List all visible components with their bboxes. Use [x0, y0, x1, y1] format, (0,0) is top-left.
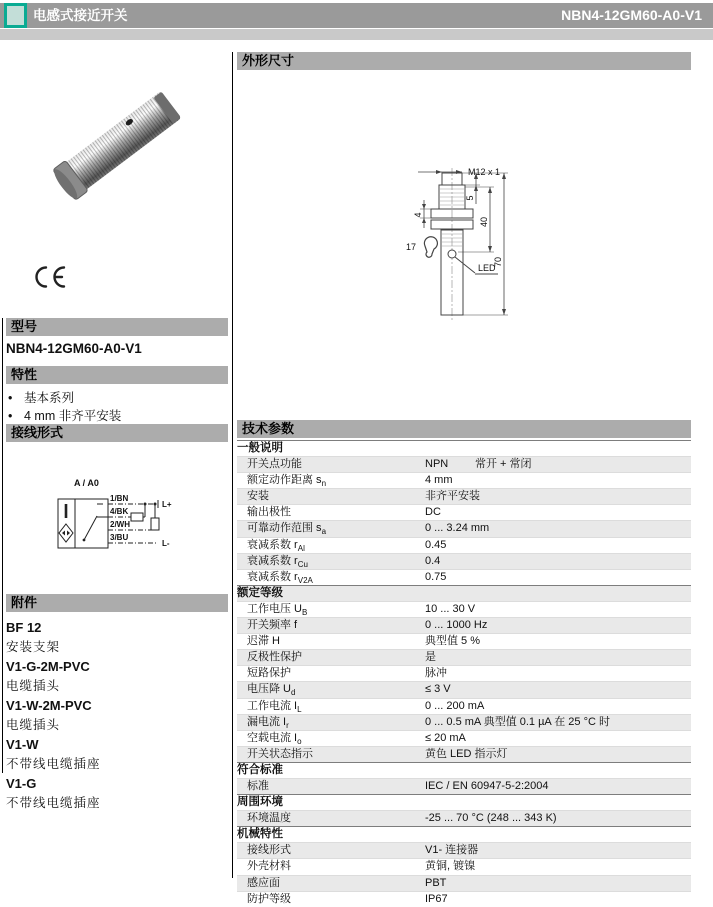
spec-label: 感应面 — [247, 876, 280, 889]
accessories-list — [6, 617, 101, 815]
spec-label: 工作电流 $I_L$ — [247, 699, 302, 714]
spec-label: 周围环境 — [237, 796, 283, 809]
spec-label: 空载电流 $I_o$ — [247, 731, 302, 746]
spec-row — [237, 778, 691, 794]
spec-value: 10 ... 30 V — [425, 602, 476, 615]
spec-row — [237, 537, 691, 553]
spec-label: 迟滞 H — [247, 635, 280, 648]
accessory-model: V1-G — [6, 776, 37, 791]
spec-row — [237, 569, 691, 585]
accessory-item — [6, 776, 101, 811]
spec-label: 衰减系数 $r_{V2A}$ — [247, 570, 313, 585]
accessory-item — [6, 659, 101, 694]
dimensions-section-header: 外形尺寸 — [237, 52, 691, 70]
wiring-pin-label: 2/WH — [110, 520, 130, 529]
spec-label: 机械特性 — [237, 828, 283, 841]
feature-item — [8, 389, 121, 407]
accessory-model: V1-W-2M-PVC — [6, 698, 92, 713]
specs-section-header: 技术参数 — [237, 420, 691, 438]
wiring-lminus-label: L- — [162, 539, 170, 548]
spec-row — [237, 858, 691, 874]
spec-value: 典型值 5 % — [425, 635, 481, 648]
spec-value: 黄铜, 镀镍 — [425, 860, 476, 873]
spec-value: 0.45 — [425, 538, 447, 551]
spec-section-row — [237, 826, 691, 842]
spec-row — [237, 553, 691, 569]
product-photo — [40, 68, 200, 218]
spec-label: 额定动作距离 $s_n$ — [247, 474, 327, 489]
spec-row — [237, 746, 691, 762]
wiring-pin-label: 4/BK — [110, 507, 129, 516]
spec-value: PBT — [425, 876, 447, 889]
dim-label-5: 5 — [465, 195, 475, 201]
spec-value: 0.4 — [425, 554, 441, 567]
spec-label: 防护等级 — [247, 892, 291, 905]
spec-value: 脉冲 — [425, 667, 447, 680]
left-column-rule — [2, 318, 3, 773]
dim-label-led: LED — [478, 263, 496, 273]
accessory-item — [6, 698, 101, 733]
spec-row — [237, 714, 691, 730]
spec-value: V1- 连接器 — [425, 844, 479, 857]
spec-row — [237, 842, 691, 858]
spec-row — [237, 891, 691, 907]
spec-label: 环境温度 — [247, 812, 291, 825]
dimension-drawing — [398, 142, 553, 322]
spec-value-secondary: 常开 + 常闭 — [475, 458, 532, 471]
spec-label: 反极性保护 — [247, 651, 302, 664]
model-value: NBN4-12GM60-A0-V1 — [6, 341, 142, 356]
spec-section-row — [237, 440, 691, 456]
spec-value: 0 ... 3.24 mm — [425, 522, 490, 535]
page-title: 电感式接近开关 — [33, 8, 128, 23]
spec-row — [237, 601, 691, 617]
accessory-desc: 不带线电缆插座 — [6, 757, 101, 771]
spec-row — [237, 649, 691, 665]
spec-section-row — [237, 585, 691, 601]
wiring-lplus-label: L+ — [162, 500, 172, 509]
right-column-rule — [232, 52, 233, 878]
spec-label: 短路保护 — [247, 667, 291, 680]
spec-label: 工作电压 $U_B$ — [247, 602, 308, 618]
bullet-icon: • — [8, 409, 13, 423]
product-code: NBN4-12GM60-A0-V1 — [561, 7, 702, 23]
spec-label: 衰减系数 $r_{Cu}$ — [247, 554, 308, 569]
spec-value: NPN — [425, 458, 449, 471]
spec-label: 开关频率 f — [247, 619, 298, 632]
feature-text: 4 mm 非齐平安装 — [24, 409, 122, 423]
spec-label: 衰减系数 $r_{Al}$ — [247, 538, 305, 553]
feature-item — [8, 407, 121, 425]
spec-value: -25 ... 70 °C (248 ... 343 K) — [425, 812, 557, 825]
spec-row — [237, 810, 691, 826]
spec-row — [237, 456, 691, 472]
spec-value: 是 — [425, 651, 436, 664]
header-sub-band — [0, 29, 713, 40]
accessories-section-header: 附件 — [6, 594, 228, 612]
spec-value: 黄色 LED 指示灯 — [425, 747, 508, 760]
dim-label-17: 17 — [406, 242, 417, 252]
spec-value: 0.75 — [425, 570, 447, 583]
accessory-model: V1-W — [6, 737, 39, 752]
spec-label: 一般说明 — [237, 442, 283, 454]
feature-text: 基本系列 — [24, 391, 75, 405]
spec-value: 0 ... 200 mA — [425, 699, 485, 712]
spec-row — [237, 488, 691, 504]
dim-label-70: 70 — [493, 256, 503, 268]
features-list — [8, 389, 121, 425]
spec-value: IP67 — [425, 892, 448, 905]
specs-table — [237, 440, 691, 907]
connection-section-header: 接线形式 — [6, 424, 228, 442]
spec-row — [237, 520, 691, 536]
accessory-model: BF 12 — [6, 620, 42, 635]
spec-row — [237, 633, 691, 649]
accessory-desc: 电缆插头 — [6, 718, 61, 732]
brand-icon — [4, 3, 27, 28]
spec-label: 输出极性 — [247, 506, 291, 519]
spec-row — [237, 665, 691, 681]
dim-label-40: 40 — [479, 216, 489, 228]
spec-row — [237, 730, 691, 746]
spec-row — [237, 681, 691, 697]
spec-label: 接线形式 — [247, 844, 291, 857]
spec-section-row — [237, 794, 691, 810]
spec-label: 开关状态指示 — [247, 747, 313, 760]
wiring-pin-label: 1/BN — [110, 494, 129, 503]
wiring-pin-label: 3/BU — [110, 533, 129, 542]
spec-value: DC — [425, 506, 441, 519]
spec-row — [237, 698, 691, 714]
spec-value: 4 mm — [425, 474, 453, 487]
spec-row — [237, 504, 691, 520]
spec-row — [237, 617, 691, 633]
spec-value: ≤ 3 V — [425, 683, 451, 696]
spec-section-row — [237, 762, 691, 778]
wiring-diagram — [53, 474, 183, 560]
spec-value: 非齐平安装 — [425, 490, 480, 503]
spec-label: 符合标准 — [237, 763, 283, 776]
spec-label: 开关点功能 — [247, 458, 302, 471]
ce-mark-icon — [33, 264, 67, 290]
accessory-desc: 电缆插头 — [6, 679, 61, 693]
dim-label-thread: M12 x 1 — [468, 167, 501, 177]
spec-label: 电压降 $U_d$ — [247, 683, 296, 698]
model-section-header: 型号 — [6, 318, 228, 336]
spec-value: 0 ... 1000 Hz — [425, 619, 488, 632]
features-section-header: 特性 — [6, 366, 228, 384]
spec-value: 0 ... 0.5 mA 典型值 0.1 µA 在 25 °C 时 — [425, 715, 610, 728]
spec-label: 安装 — [247, 490, 269, 503]
bullet-icon: • — [8, 391, 13, 405]
spec-row — [237, 472, 691, 488]
spec-label: 外壳材料 — [247, 860, 291, 873]
accessory-model: V1-G-2M-PVC — [6, 659, 90, 674]
spec-row — [237, 875, 691, 891]
spec-label: 漏电流 $I_r$ — [247, 715, 289, 730]
accessory-desc: 安装支架 — [6, 640, 61, 654]
spec-value: ≤ 20 mA — [425, 731, 466, 744]
accessory-item — [6, 737, 101, 772]
spec-label: 可靠动作范围 $s_a$ — [247, 522, 327, 537]
dim-label-4: 4 — [413, 212, 423, 218]
spec-value: IEC / EN 60947-5-2:2004 — [425, 779, 549, 792]
accessory-desc: 不带线电缆插座 — [6, 796, 101, 810]
accessory-item — [6, 620, 101, 655]
spec-label: 标准 — [247, 779, 269, 792]
spec-label: 额定等级 — [237, 586, 283, 599]
wiring-diagram-label: A / A0 — [74, 478, 99, 488]
